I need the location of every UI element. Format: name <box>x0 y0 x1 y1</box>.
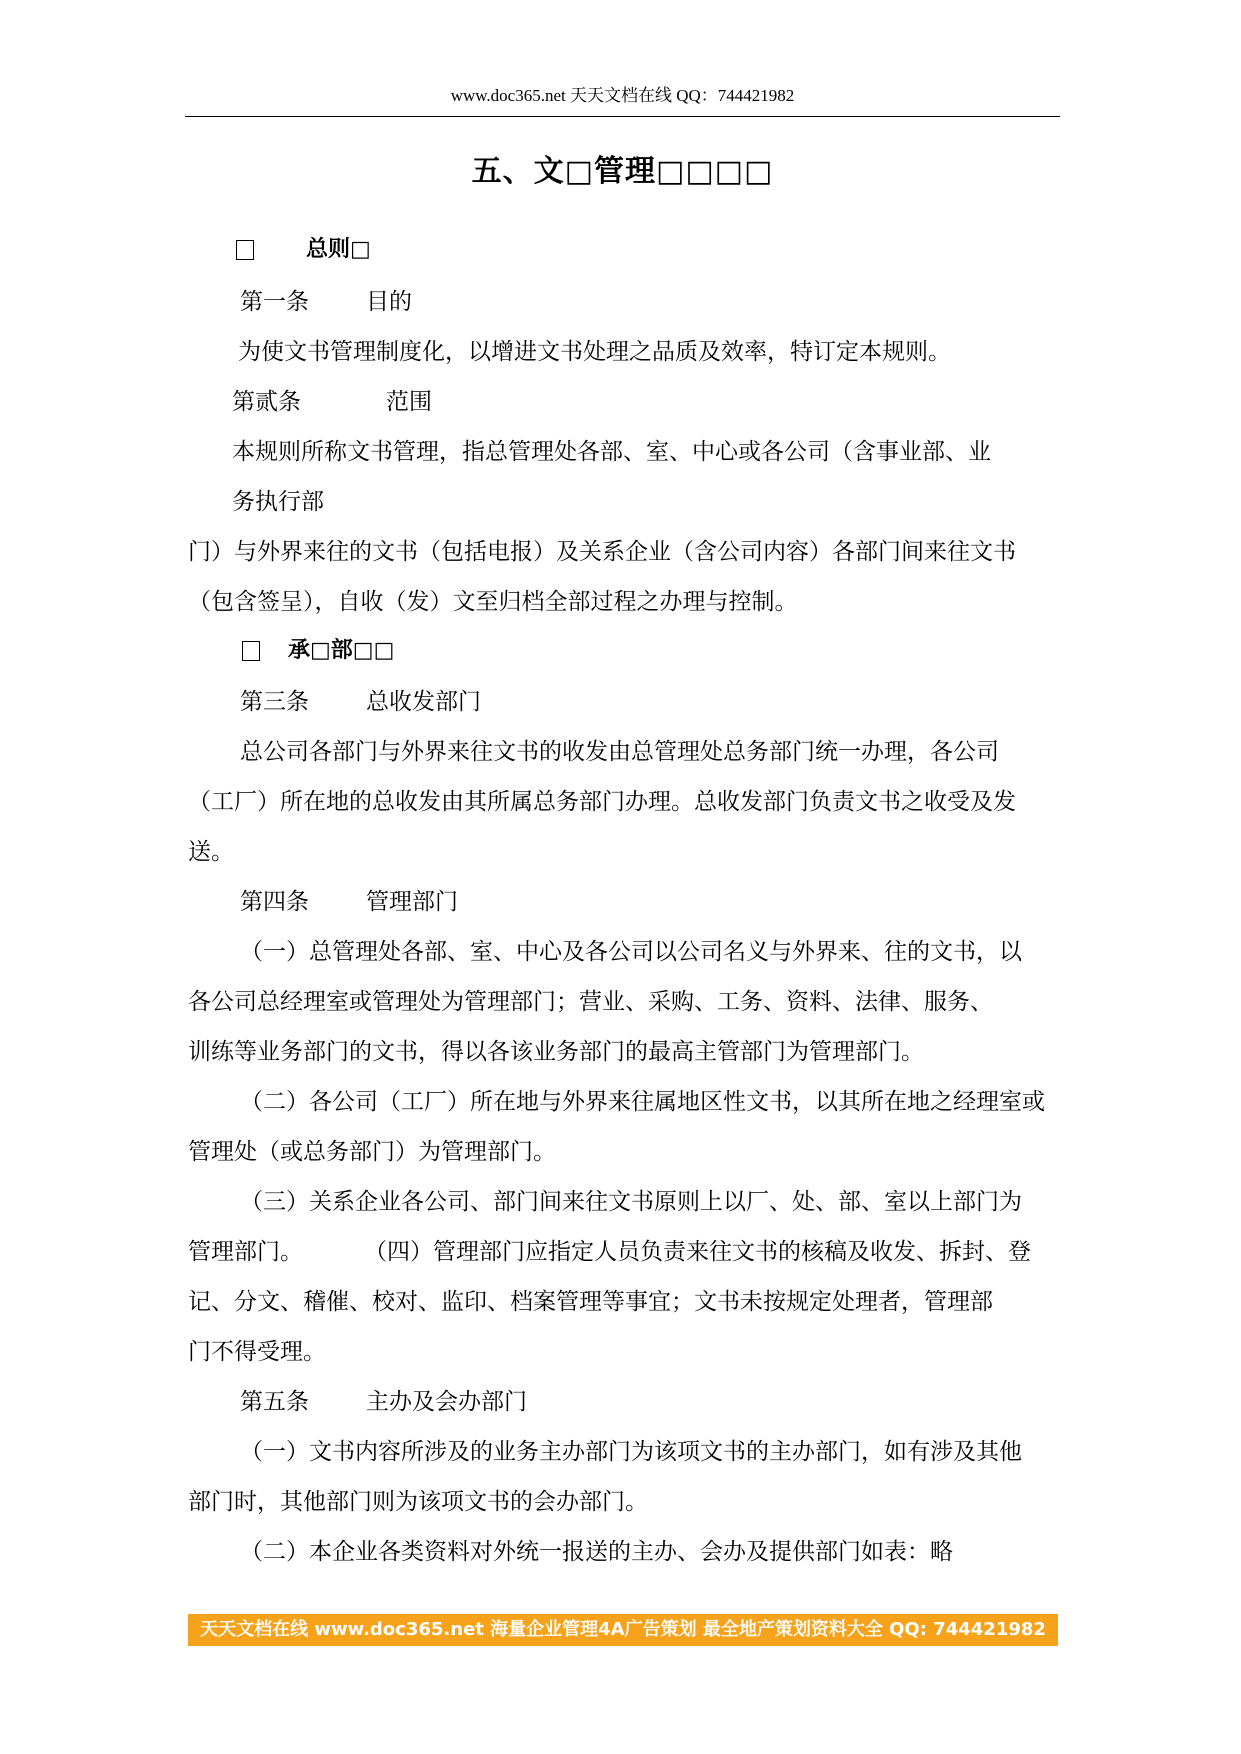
article-3-name: 总收发部门 <box>366 689 481 715</box>
article-4-line-1: （一）总管理处各部、室、中心及各公司以公司名义与外界来、往的文书，以 <box>240 939 1022 965</box>
article-2-line-4: （包含签呈），自收（发）文至归档全部过程之办理与控制。 <box>188 589 798 615</box>
article-1-name: 目的 <box>366 289 412 315</box>
page-header: www.doc365.net 天天文档在线 QQ：744421982 <box>450 86 795 105</box>
article-4-name: 管理部门 <box>366 889 458 915</box>
article-4-line-7a: 管理部门。 <box>188 1239 303 1265</box>
section-2-heading: 承□部□□ <box>288 638 395 663</box>
article-4-line-2: 各公司总经理室或管理处为管理部门；营业、采购、工务、资料、法律、服务、 <box>188 989 993 1015</box>
section-2-checkbox <box>242 641 260 661</box>
article-4-line-7b: （四）管理部门应指定人员负责来往文书的核稿及收发、拆封、登 <box>364 1239 1031 1265</box>
article-4-label: 第四条 <box>240 889 309 915</box>
article-4-line-4: （二）各公司（工厂）所在地与外界来往属地区性文书，以其所在地之经理室或 <box>240 1089 1045 1115</box>
footer-banner: 天天文档在线 www.doc365.net 海量企业管理4A广告策划 最全地产策划资料大全 QQ: 744421982 <box>188 1614 1058 1646</box>
article-4-line-3: 训练等业务部门的文书，得以各该业务部门的最高主管部门为管理部门。 <box>188 1039 924 1065</box>
article-5-line-2: 部门时，其他部门则为该项文书的会办部门。 <box>188 1489 648 1515</box>
article-4-line-8: 记、分文、稽催、校对、监印、档案管理等事宜；文书未按规定处理者，管理部 <box>188 1289 993 1315</box>
article-2-line-3: 门）与外界来往的文书（包括电报）及关系企业（含公司内容）各部门间来往文书 <box>188 539 1016 565</box>
article-5-line-3: （二）本企业各类资料对外统一报送的主办、会办及提供部门如表：略 <box>240 1539 953 1565</box>
article-5-label: 第五条 <box>240 1389 309 1415</box>
document-title: 五、文□管理□□□□ <box>471 154 774 189</box>
header-rule <box>185 116 1060 117</box>
article-3-line-2: （工厂）所在地的总收发由其所属总务部门办理。总收发部门负责文书之收受及发 <box>188 789 1016 815</box>
article-5-line-1: （一）文书内容所涉及的业务主办部门为该项文书的主办部门，如有涉及其他 <box>240 1439 1022 1465</box>
section-1-checkbox <box>236 240 254 260</box>
article-1-paragraph: 为使文书管理制度化，以增进文书处理之品质及效率，特订定本规则。 <box>238 339 951 365</box>
article-4-line-6: （三）关系企业各公司、部门间来往文书原则上以厂、处、部、室以上部门为 <box>240 1189 1022 1215</box>
article-4-line-5: 管理处（或总务部门）为管理部门。 <box>188 1139 556 1165</box>
article-4-line-9: 门不得受理。 <box>188 1339 326 1365</box>
article-2-label: 第贰条 <box>232 389 301 415</box>
article-5-name: 主办及会办部门 <box>366 1389 527 1415</box>
article-2-line-2: 务执行部 <box>232 489 324 515</box>
article-1-label: 第一条 <box>240 289 309 315</box>
article-2-name: 范围 <box>386 389 432 415</box>
article-3-line-1: 总公司各部门与外界来往文书的收发由总管理处总务部门统一办理，各公司 <box>240 739 999 765</box>
article-3-label: 第三条 <box>240 689 309 715</box>
section-1-heading: 总则□ <box>306 237 371 262</box>
article-2-line-1: 本规则所称文书管理，指总管理处各部、室、中心或各公司（含事业部、业 <box>232 439 991 465</box>
article-3-line-3: 送。 <box>188 839 234 865</box>
